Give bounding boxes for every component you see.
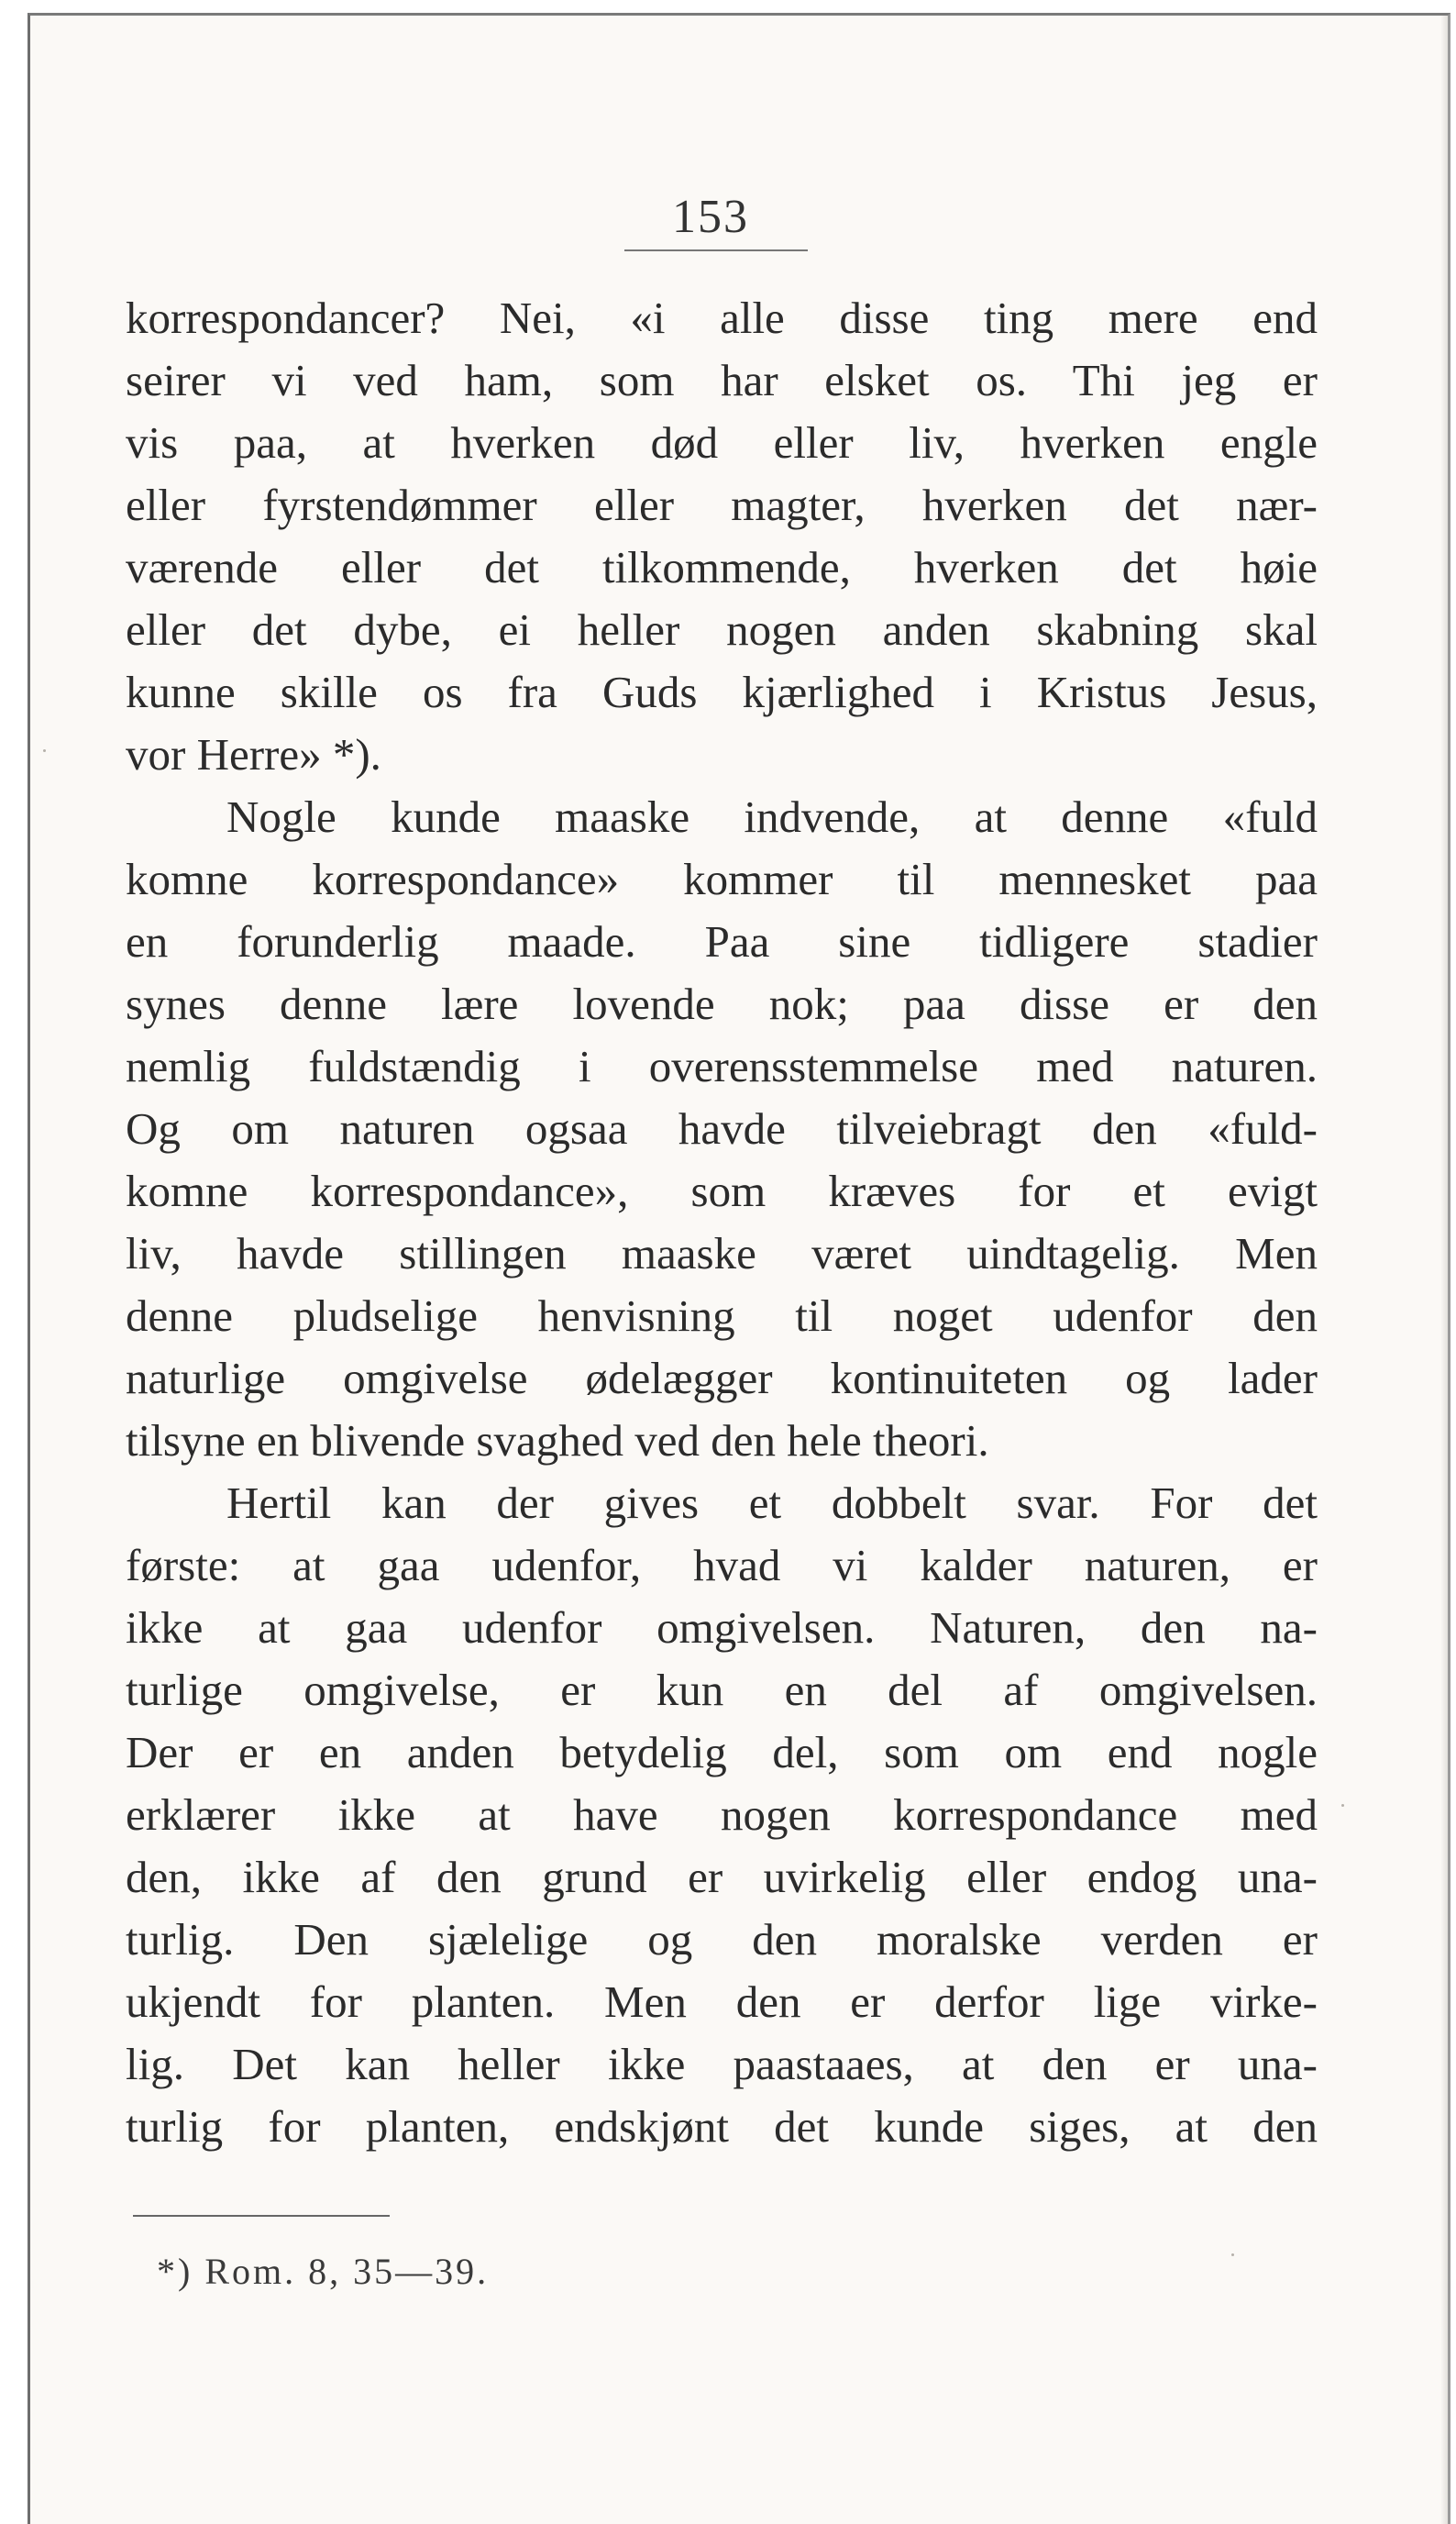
- text-line: en forunderlig maade. Paa sine tidligere stadier: [126, 916, 1318, 967]
- text-line: lig. Det kan heller ikke paastaaes, at den er una-: [126, 2039, 1318, 2089]
- text-line: korrespondancer? Nei, «i alle disse ting mere end: [126, 293, 1318, 343]
- text-line: turlig. Den sjælelige og den moralske verden er: [126, 1914, 1318, 1965]
- text-line: ukjendt for planten. Men den er derfor lige virke-: [126, 1976, 1318, 2027]
- text-line: vis paa, at hverken død eller liv, hverken engle: [126, 417, 1318, 468]
- paper-speck: [1231, 2253, 1234, 2256]
- text-line: Der er en anden betydelig del, som om end nogle: [126, 1727, 1318, 1777]
- text-line: seirer vi ved ham, som har elsket os. Thi jeg er: [126, 355, 1318, 405]
- text-line: komne korrespondance» kommer til mennesket paa: [126, 854, 1318, 904]
- text-line: liv, havde stillingen maaske været uindtagelig. Men: [126, 1228, 1318, 1279]
- text-line: første: at gaa udenfor, hvad vi kalder naturen, er: [126, 1540, 1318, 1590]
- page-number: 153: [672, 191, 749, 243]
- text-line: erklærer ikke at have nogen korrespondance med: [126, 1789, 1318, 1840]
- text-line: Nogle kunde maaske indvende, at denne «fuld: [226, 792, 1318, 842]
- text-line: eller det dybe, ei heller nogen anden skabning skal: [126, 604, 1318, 655]
- text-line: den, ikke af den grund er uvirkelig eller endog una-: [126, 1852, 1318, 1902]
- text-line: Og om naturen ogsaa havde tilveiebragt den «fuld-: [126, 1103, 1318, 1154]
- footnote: *) Rom. 8, 35—39.: [157, 2251, 490, 2292]
- text-line: ikke at gaa udenfor omgivelsen. Naturen, den na-: [126, 1602, 1318, 1653]
- text-line: vor Herre» *).: [126, 729, 381, 780]
- text-line: nemlig fuldstændig i overensstemmelse med naturen.: [126, 1041, 1318, 1091]
- footnote-rule: [133, 2215, 390, 2217]
- text-line: kunne skille os fra Guds kjærlighed i Kristus Jesus,: [126, 667, 1318, 717]
- text-line: synes denne lære lovende nok; paa disse er den: [126, 979, 1318, 1029]
- text-line: værende eller det tilkommende, hverken det høie: [126, 542, 1318, 592]
- body-text: [126, 287, 1318, 2158]
- page-number-rule: [624, 249, 808, 251]
- scan-edge: [1440, 16, 1448, 2524]
- paper-speck: [1341, 1804, 1344, 1807]
- text-line: komne korrespondance», som kræves for et evigt: [126, 1166, 1318, 1216]
- text-line: turlig for planten, endskjønt det kunde siges, at den: [126, 2101, 1318, 2152]
- text-line: eller fyrstendømmer eller magter, hverken det nær-: [126, 480, 1318, 530]
- book-page: [28, 13, 1450, 2524]
- text-line: denne pludselige henvisning til noget udenfor den: [126, 1290, 1318, 1341]
- text-line: naturlige omgivelse ødelægger kontinuiteten og lader: [126, 1353, 1318, 1403]
- text-line: tilsyne en blivende svaghed ved den hele theori.: [126, 1415, 989, 1466]
- paper-speck: [43, 749, 46, 752]
- text-line: turlige omgivelse, er kun en del af omgivelsen.: [126, 1665, 1318, 1715]
- text-line: Hertil kan der gives et dobbelt svar. For det: [226, 1478, 1318, 1528]
